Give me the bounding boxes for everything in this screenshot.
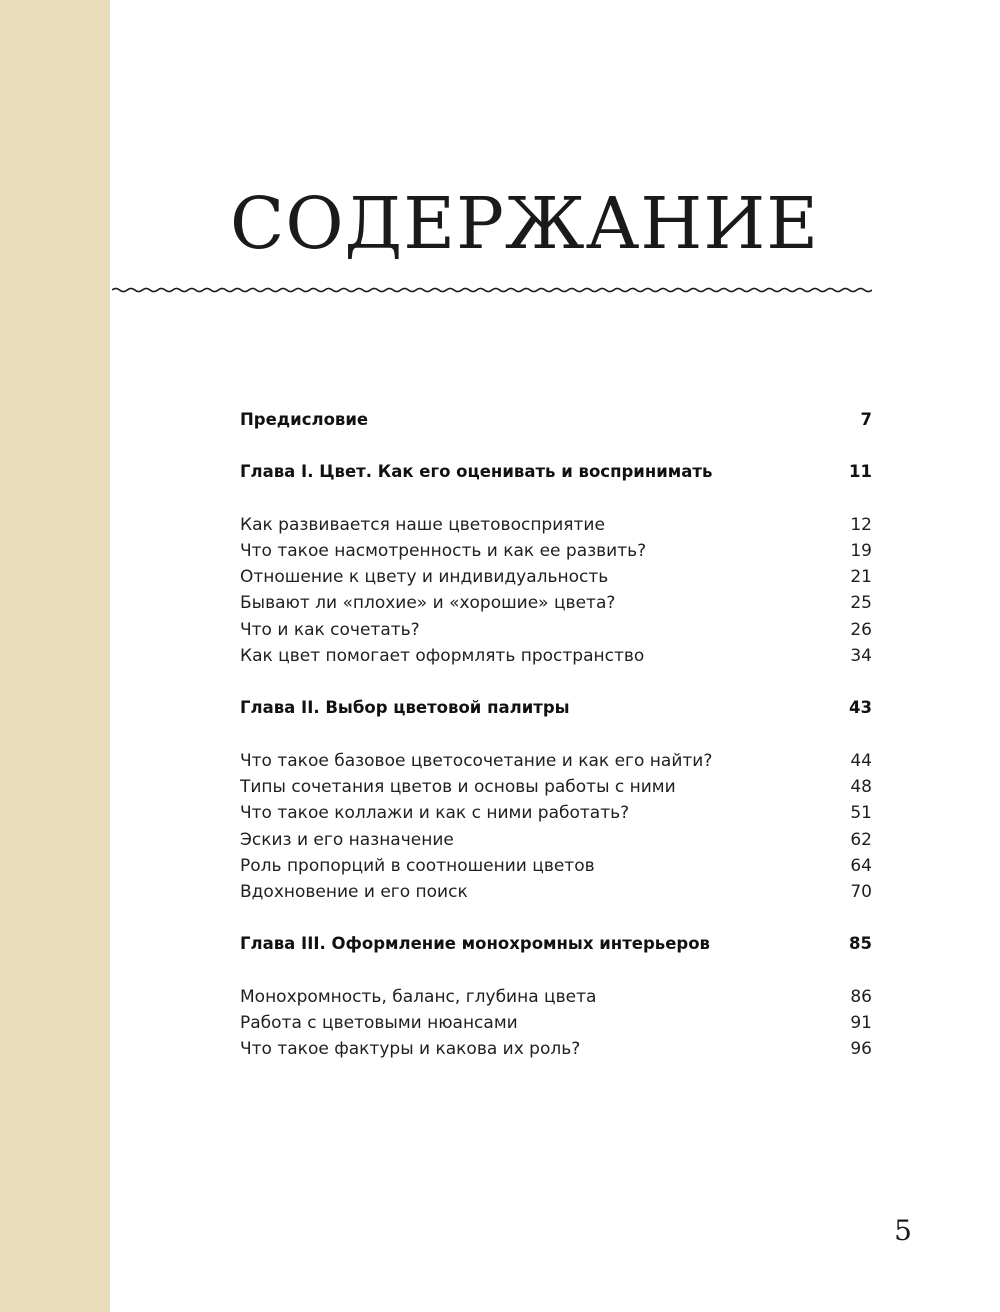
- toc-entry[interactable]: [240, 856, 872, 882]
- toc-entry[interactable]: [240, 567, 872, 593]
- table-of-contents: [240, 410, 872, 1066]
- toc-entry-title: Роль пропорций в соотношении цветов: [240, 855, 595, 876]
- toc-chapter-page: 43: [849, 698, 872, 718]
- toc-chapter[interactable]: [240, 462, 872, 488]
- toc-entry-title: Работа с цветовыми нюансами: [240, 1013, 518, 1034]
- toc-entry-title: Вдохновение и его поиск: [240, 882, 468, 903]
- toc-entry-page: 21: [850, 567, 872, 588]
- toc-chapter[interactable]: [240, 698, 872, 724]
- left-color-band: [0, 0, 110, 1312]
- toc-entry-page: 62: [850, 829, 872, 850]
- toc-entry-title: Что такое насмотренность и как ее развить?: [240, 540, 647, 561]
- toc-entry-page: 70: [850, 882, 872, 903]
- toc-entry[interactable]: [240, 1039, 872, 1065]
- toc-entry[interactable]: [240, 803, 872, 829]
- toc-entry-title: Эскиз и его назначение: [240, 829, 454, 850]
- toc-entry[interactable]: [240, 620, 872, 646]
- toc-entry[interactable]: [240, 987, 872, 1013]
- toc-entry-page: 12: [850, 514, 872, 535]
- toc-entry-title: Отношение к цвету и индивидуальность: [240, 567, 609, 588]
- toc-entry-page: 51: [850, 803, 872, 824]
- toc-entry-page: 25: [850, 593, 872, 614]
- toc-entry-page: 34: [850, 646, 872, 667]
- toc-entry-title: Как развивается наше цветовосприятие: [240, 514, 605, 535]
- toc-entry-title: Что такое фактуры и какова их роль?: [240, 1039, 581, 1060]
- toc-entry-page: 7: [860, 410, 872, 429]
- toc-entry[interactable]: [240, 751, 872, 777]
- toc-entry[interactable]: [240, 515, 872, 541]
- toc-entry-title: Предисловие: [240, 410, 369, 429]
- toc-entry-title: Что такое коллажи и как с ними работать?: [240, 803, 630, 824]
- toc-entry-title: Как цвет помогает оформлять пространство: [240, 646, 645, 667]
- toc-entry-title: Бывают ли «плохие» и «хорошие» цвета?: [240, 593, 616, 614]
- toc-entry-page: 86: [850, 986, 872, 1007]
- toc-chapter-title: Глава III. Оформление монохромных интерьеров: [240, 934, 710, 954]
- page-number: 5: [894, 1214, 912, 1247]
- toc-entry-page: 91: [850, 1013, 872, 1034]
- toc-entry-page: 64: [850, 855, 872, 876]
- toc-entry[interactable]: [240, 410, 872, 436]
- toc-entry-page: 26: [850, 619, 872, 640]
- toc-chapter-page: 11: [849, 462, 872, 482]
- toc-entry-page: 48: [850, 776, 872, 797]
- toc-entry-title: Монохромность, баланс, глубина цвета: [240, 986, 597, 1007]
- toc-chapter[interactable]: [240, 934, 872, 960]
- toc-entry[interactable]: [240, 882, 872, 908]
- toc-entry-title: Что и как сочетать?: [240, 619, 420, 640]
- toc-entry[interactable]: [240, 646, 872, 672]
- toc-entry-page: 19: [850, 540, 872, 561]
- wavy-divider: [112, 281, 872, 299]
- toc-entry-title: Что такое базовое цветосочетание и как его найти?: [240, 750, 713, 771]
- toc-entry[interactable]: [240, 541, 872, 567]
- toc-entry-title: Типы сочетания цветов и основы работы с ними: [240, 776, 676, 797]
- toc-entry[interactable]: [240, 777, 872, 803]
- toc-entry-page: 96: [850, 1039, 872, 1060]
- page-title: СОДЕРЖАНИЕ: [230, 182, 820, 265]
- toc-chapter-title: Глава II. Выбор цветовой палитры: [240, 698, 570, 718]
- toc-entry[interactable]: [240, 1013, 872, 1039]
- toc-chapter-title: Глава I. Цвет. Как его оценивать и воспринимать: [240, 462, 713, 482]
- toc-entry[interactable]: [240, 593, 872, 619]
- toc-entry[interactable]: [240, 830, 872, 856]
- toc-chapter-page: 85: [849, 934, 872, 954]
- toc-entry-page: 44: [850, 750, 872, 771]
